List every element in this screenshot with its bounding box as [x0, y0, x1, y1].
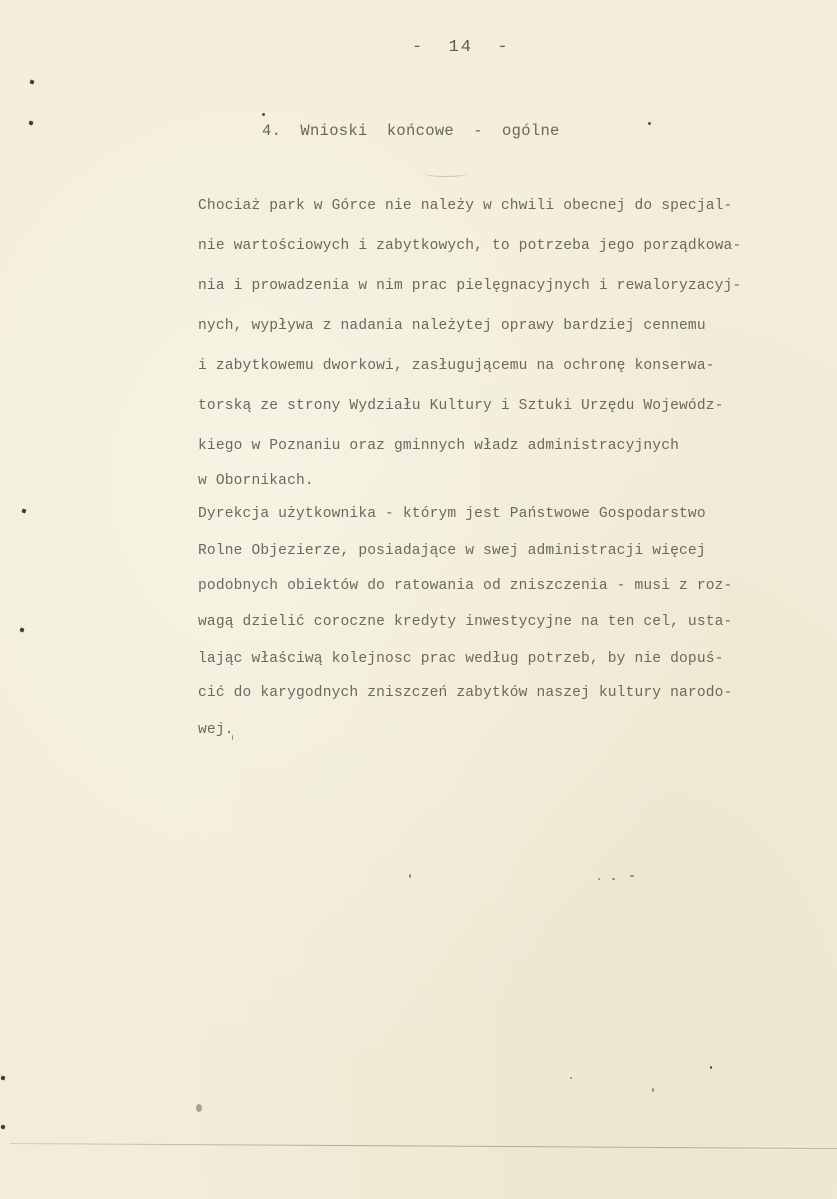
- text-line: cić do karygodnych zniszczeń zabytków naszej kultury narodo-: [198, 685, 733, 701]
- text-line: Dyrekcja użytkownika - którym jest Państwowe Gospodarstwo: [198, 506, 706, 522]
- faint-mark: [424, 170, 468, 177]
- text-line: nia i prowadzenia w nim prac pielęgnacyjnych i rewaloryzacyj-: [198, 278, 742, 294]
- speck: [648, 122, 651, 125]
- text-line: Chociaż park w Górce nie należy w chwili obecnej do specjal-: [198, 198, 733, 214]
- speck: [262, 113, 265, 116]
- text-line: w Obornikach.: [198, 473, 314, 489]
- speck: [710, 1066, 712, 1069]
- speck: [612, 878, 615, 880]
- text-line: podobnych obiektów do ratowania od zniszczenia - musi z roz-: [198, 578, 733, 594]
- body-text: [198, 186, 837, 750]
- text-line: i zabytkowemu dworkowi, zasługującemu na ochronę konserwa-: [198, 358, 715, 374]
- speck: [630, 875, 634, 877]
- section-heading: 4. Wnioski końcowe - ogólne: [262, 122, 560, 140]
- text-line: nie wartościowych i zabytkowych, to potrzeba jego porządkowa-: [198, 238, 742, 254]
- text-line: lając właściwą kolejnosc prac według potrzeb, by nie dopuś-: [198, 651, 724, 667]
- speck: [570, 1077, 572, 1079]
- text-line: nych, wypływa z nadania należytej oprawy bardziej cennemu: [198, 318, 706, 334]
- page-number: - 14 -: [412, 38, 510, 57]
- text-line: wej.: [198, 722, 234, 738]
- paragraph-1: [198, 186, 837, 497]
- text-line: kiego w Poznaniu oraz gminnych władz administracyjnych: [198, 438, 680, 454]
- speck: [598, 878, 600, 880]
- text-line: wagą dzielić coroczne kredyty inwestycyjne na ten cel, usta-: [198, 614, 733, 630]
- text-line: Rolne Objezierze, posiadające w swej administracji więcej: [198, 543, 706, 559]
- punch-hole-mark: [196, 1104, 202, 1112]
- text-line: torską ze strony Wydziału Kultury i Sztuki Urzędu Wojewódz-: [198, 398, 724, 414]
- paragraph-2: [198, 497, 837, 750]
- speck: [652, 1088, 654, 1092]
- speck: [409, 874, 411, 878]
